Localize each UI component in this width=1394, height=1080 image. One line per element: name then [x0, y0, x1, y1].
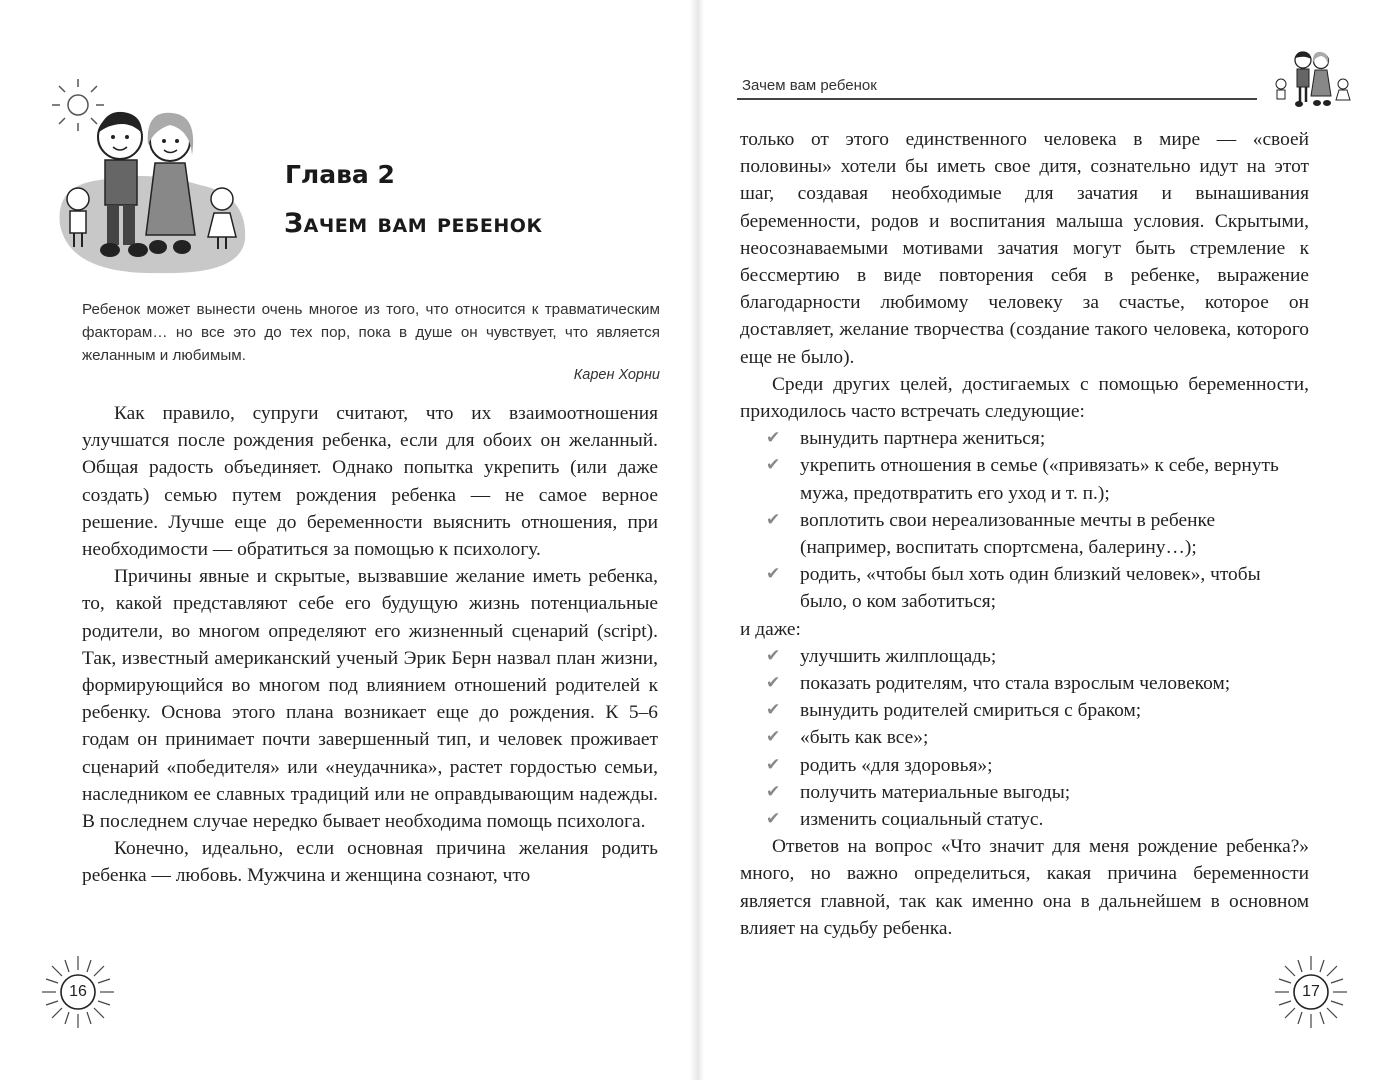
- paragraph: Конечно, идеально, если основная причина желания родить ребенка — любовь. Мужчина и женщина сознают, что: [82, 838, 658, 887]
- family-illustration-icon: [50, 75, 250, 275]
- list-item: ✔ воплотить свои нереализованные мечты в ребенке (например, воспитать спортсмена, балерину…);: [740, 507, 1309, 561]
- check-icon: ✔: [766, 455, 781, 476]
- check-icon: ✔: [766, 700, 781, 721]
- goals-list: [740, 425, 1309, 615]
- list-item: ✔ укрепить отношения в семье («привязать» к себе, вернуть мужа, предотвратить его уход и т. п.);: [740, 452, 1309, 506]
- paragraph: Причины явные и скрытые, вызвавшие желание иметь ребенка, то, какой представляют себе его будущую жизнь потенциальные родители, во многом определяют его жизненный сценарий (script). Так, известный американский ученый Эрик Берн назвал план жизни, формирующийся во многом под влиянием отношений родителей к ребенку. Основа этого плана возникает еще до рождения. К 5–6 годам он принимает почти завершенный тип, и человек проживает сценарий «победителя» или «неудачника», растет гордостью семьи, наследником ее славных традиций или не оправдывающим надежды. В последнем случае нередко бывает необходима помощь психолога.: [82, 566, 658, 833]
- page-number: 17: [1302, 983, 1320, 1000]
- check-icon: ✔: [766, 809, 781, 830]
- paragraph: Как правило, супруги считают, что их взаимоотношения улучшатся после рождения ребенка, если для обоих он желанный. Общая радость объединяет. Однако попытка укрепить (или даже создать) семью путем рождения ребенка — не самое верное решение. Лучше еще до беременности выяснить отношения, при необходимости — обратиться за помощью к психологу.: [82, 403, 658, 561]
- paragraph: Среди других целей, достигаемых с помощью беременности, приходилось часто встречать следующие:: [740, 373, 1309, 423]
- list-item: ✔ вынудить партнера жениться;: [740, 425, 1309, 452]
- check-icon: ✔: [766, 673, 781, 694]
- paragraph: только от этого единственного человека в мире — «своей половины» хотели бы иметь свое дитя, сознательно идут на этот шаг, создавая необходимые для зачатия и вынашивания беременности, родов и воспитания малыша условия. Скрытыми, неосознаваемыми мотивами зачатия могут быть стремление к бессмертию в виде повторения себя в ребенке, выражение благодарности любимому человеку за счастье, которое он доставляет, желание творчества (создание такого человека, которого еще не было).: [740, 129, 1309, 368]
- goals-list-extra: [740, 643, 1309, 833]
- right-page: [697, 0, 1394, 1080]
- check-icon: ✔: [766, 564, 781, 585]
- check-icon: ✔: [766, 645, 781, 666]
- page-number-right: [1271, 952, 1351, 1032]
- list-item: ✔ получить материальные выгоды;: [740, 779, 1309, 806]
- list-item: ✔ вынудить родителей смириться с браком;: [740, 697, 1309, 724]
- list-item: ✔ показать родителям, что стала взрослым человеком;: [740, 670, 1309, 697]
- running-head-rule: [737, 98, 1257, 100]
- list-item: ✔ изменить социальный статус.: [740, 806, 1309, 833]
- epigraph-author: Карен Хорни: [573, 367, 660, 383]
- paragraph: и даже:: [740, 618, 801, 640]
- list-item: ✔ родить, «чтобы был хоть один близкий человек», чтобы было, о ком заботиться;: [740, 561, 1309, 615]
- check-icon: ✔: [766, 428, 781, 449]
- list-item: ✔ «быть как все»;: [740, 724, 1309, 751]
- check-icon: ✔: [766, 781, 781, 802]
- list-item: ✔ улучшить жилплощадь;: [740, 643, 1309, 670]
- page-number: 16: [69, 983, 87, 1000]
- page-number-left: [38, 952, 118, 1032]
- running-head: Зачем вам ребенок: [742, 77, 877, 94]
- check-icon: ✔: [766, 727, 781, 748]
- chapter-number: Глава 2: [285, 160, 395, 189]
- list-item: ✔ родить «для здоровья»;: [740, 752, 1309, 779]
- epigraph: Ребенок может вынести очень многое из того, что относится к травматическим факторам… но все это до тех пор, пока в душе он чувствует, что является желанным и любимым.: [82, 301, 660, 364]
- paragraph: Ответов на вопрос «Что значит для меня рождение ребенка?» много, но важно определиться, какая причина беременности является главной, так как именно она в дальнейшем в основном влияет на судьбу ребенка.: [740, 836, 1309, 939]
- left-body-text: [82, 400, 658, 890]
- check-icon: ✔: [766, 509, 781, 530]
- sun-icon: [52, 79, 104, 131]
- family-illustration-icon: [1267, 48, 1355, 110]
- chapter-title: Зачем вам ребенок: [284, 208, 543, 239]
- check-icon: ✔: [766, 754, 781, 775]
- right-body-text: [740, 126, 1309, 942]
